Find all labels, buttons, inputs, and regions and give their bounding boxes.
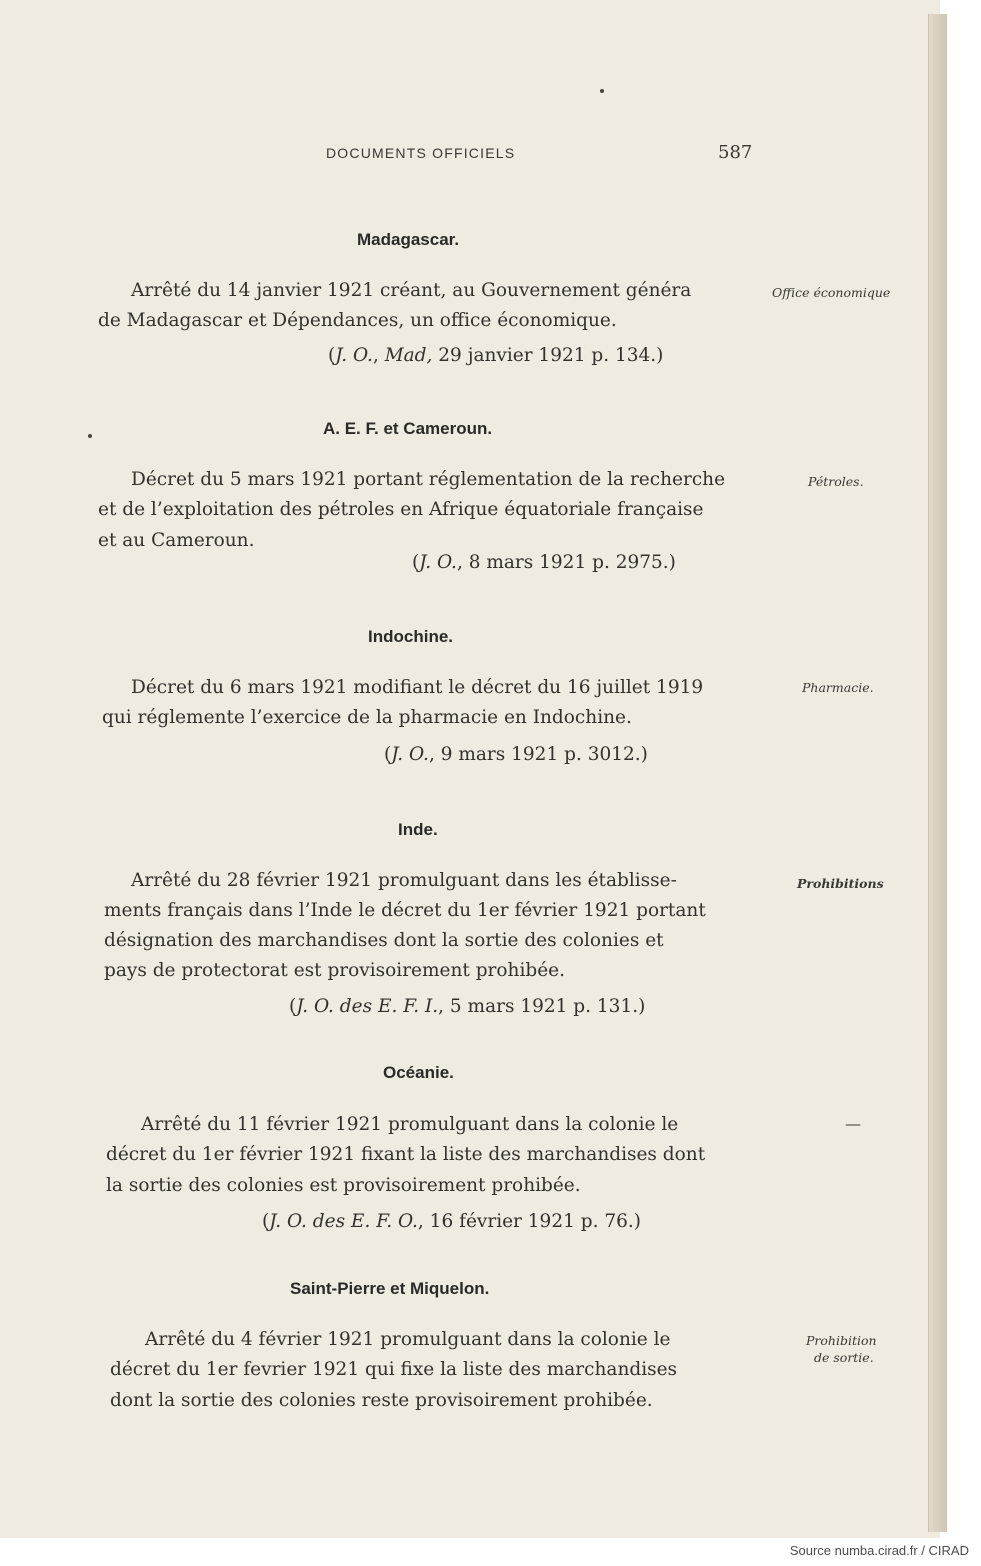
body-line: pays de protectorat est provisoirement prohibée. [104, 960, 565, 981]
body-line: Arrêté du 28 février 1921 promulguant dans les établisse- [131, 870, 677, 891]
page-edge [928, 14, 947, 1532]
body-line: dont la sortie des colonies reste provisoirement prohibée. [110, 1390, 653, 1411]
source-credit: Source numba.cirad.fr / CIRAD [789, 1543, 969, 1558]
body-line: qui réglemente l’exercice de la pharmacie en Indochine. [102, 707, 632, 728]
body-line: et au Cameroun. [98, 530, 255, 551]
section-heading: Saint-Pierre et Miquelon. [290, 1279, 490, 1298]
body-line: décret du 1er février 1921 fixant la liste des marchandises dont [106, 1144, 706, 1165]
body-line: Arrêté du 14 janvier 1921 créant, au Gouvernement généra [131, 280, 692, 301]
body-line: et de l’exploitation des pétroles en Afrique équatoriale française [98, 499, 704, 520]
body-line: la sortie des colonies est provisoirement prohibée. [106, 1175, 581, 1196]
journal-reference: (J. O., 8 mars 1921 p. 2975.) [412, 552, 676, 573]
page-number: 587 [718, 142, 753, 163]
margin-note: Pétroles. [808, 474, 864, 489]
section-heading: Indochine. [368, 627, 453, 646]
section-heading: Océanie. [383, 1063, 454, 1082]
journal-reference: (J. O., Mad, 29 janvier 1921 p. 134.) [328, 345, 664, 366]
body-line: Décret du 5 mars 1921 portant réglementation de la recherche [131, 469, 726, 490]
section-heading: Inde. [398, 820, 438, 839]
margin-note: Prohibition [806, 1333, 877, 1348]
margin-note: — [845, 1114, 861, 1133]
body-line: Arrêté du 4 février 1921 promulguant dans la colonie le [145, 1329, 671, 1350]
section-heading: A. E. F. et Cameroun. [323, 419, 493, 438]
journal-reference: (J. O. des E. F. I., 5 mars 1921 p. 131.) [289, 996, 646, 1017]
journal-reference: (J. O., 9 mars 1921 p. 3012.) [384, 744, 648, 765]
ink-speck [600, 89, 604, 93]
running-header: DOCUMENTS OFFICIELS [326, 145, 516, 161]
body-line: ments français dans l’Inde le décret du 1er février 1921 portant [104, 900, 706, 921]
margin-note: Pharmacie. [802, 680, 874, 695]
margin-note: Prohibitions [797, 876, 884, 891]
margin-note: de sortie. [814, 1350, 874, 1365]
margin-note: Office économique [772, 285, 891, 300]
journal-reference: (J. O. des E. F. O., 16 février 1921 p. 76.) [262, 1211, 641, 1232]
ink-speck [88, 434, 92, 438]
body-line: Décret du 6 mars 1921 modifiant le décret du 16 juillet 1919 [131, 677, 704, 698]
section-heading: Madagascar. [357, 230, 460, 249]
body-line: de Madagascar et Dépendances, un office économique. [98, 310, 617, 331]
body-line: désignation des marchandises dont la sortie des colonies et [104, 930, 664, 951]
body-line: décret du 1er fevrier 1921 qui fixe la liste des marchandises [110, 1359, 678, 1380]
body-line: Arrêté du 11 février 1921 promulguant dans la colonie le [141, 1114, 679, 1135]
